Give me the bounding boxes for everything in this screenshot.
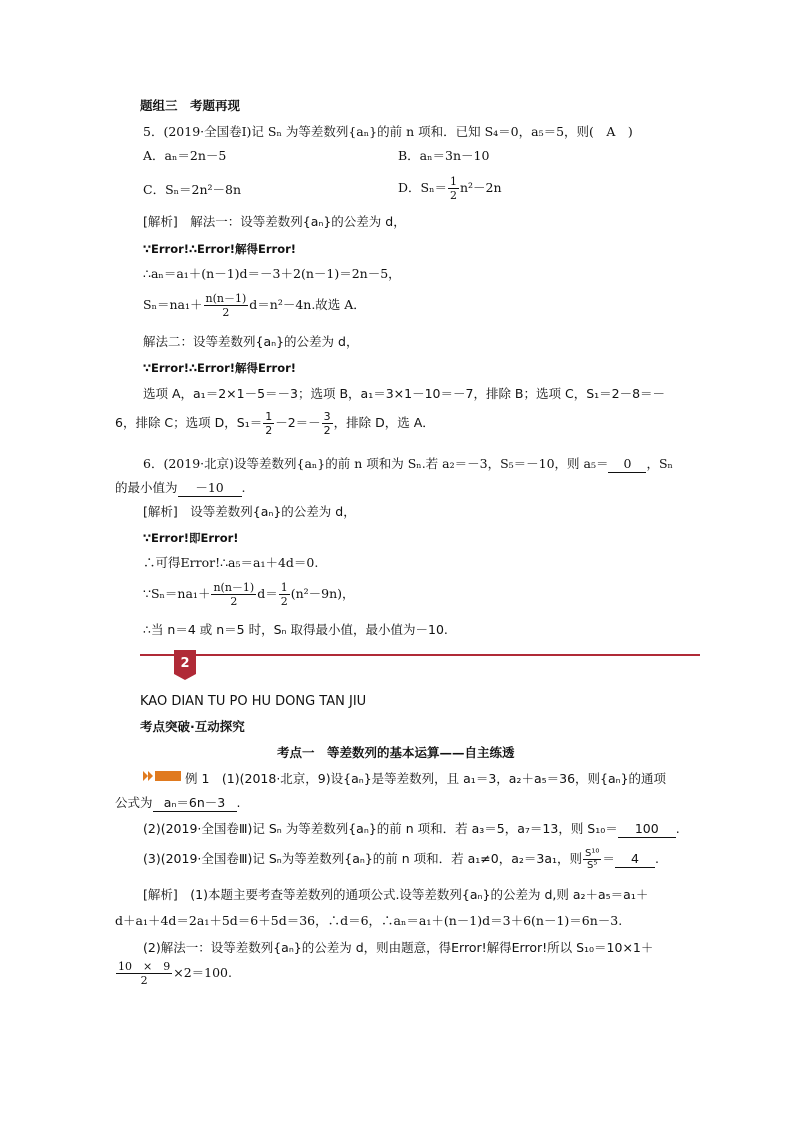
solution-line: (2)解法一：设等差数列{aₙ}的公差为 d，则由题意，得Error!解得Error!所以 S₁₀＝10×1＋ [143, 940, 654, 955]
solution-line: d＋a₁＋4d＝2a₁＋5d＝6＋5d＝36，∴d＝6，∴aₙ＝a₁＋(n－1)d＝3＋6(n－1)＝6n－3. [115, 913, 623, 928]
analysis-label: [解析] 解法一：设等差数列{aₙ}的公差为 d， [143, 214, 406, 229]
analysis-label: [解析] (1)本题主要考查等差数列的通项公式.设等差数列{aₙ}的公差为 d,则 a₂＋a₅＝a₁＋ [143, 887, 649, 902]
option-d: D．Sₙ＝ $\frac{1}{2}$ n²－2n [398, 175, 502, 202]
chinese-heading: 考点突破·互动探究 [140, 719, 245, 734]
answer-blank: 4 [615, 851, 655, 868]
answer-blank: aₙ＝6n－3 [153, 795, 237, 812]
solution-line: ∴当 n＝4 或 n＝5 时，Sₙ 取得最小值，最小值为－10. [143, 622, 448, 637]
solution-line: Sₙ＝na₁＋ $\frac{n(n-1)}{2}$ d＝n²－4n.故选 A． [143, 292, 366, 319]
example-tag-icon [143, 770, 181, 782]
solution-line: 解法二：设等差数列{aₙ}的公差为 d， [143, 334, 359, 349]
section-divider [140, 654, 700, 656]
example-1-part-2: (2)(2019·全国卷Ⅲ)记 Sₙ 为等差数列{aₙ}的前 n 项和．若 a₃＝5，a₇＝13，则 S₁₀＝ 100 . [143, 821, 680, 836]
error-line: ∵Error!∴Error!解得Error! [143, 242, 297, 256]
option-c: C．Sₙ＝2n²－8n [143, 182, 242, 197]
analysis-label: [解析] 设等差数列{aₙ}的公差为 d， [143, 504, 356, 519]
solution-line: 选项 A，a₁＝2×1－5＝－3；选项 B，a₁＝3×1－10＝－7，排除 B；选项 C，S₁＝2－8＝－ [143, 386, 666, 401]
option-a: A．aₙ＝2n－5 [143, 148, 227, 163]
badge-number: 2 [180, 656, 190, 671]
solution-line: ∴可得Error!∴a₅＝a₁＋4d＝0. [143, 555, 319, 570]
answer-blank: 100 [618, 821, 676, 838]
solution-line: $\frac{10 \times 9}{2}$ ×2＝100. [118, 960, 232, 987]
problem-5-stem: 5．(2019·全国卷Ⅰ)记 Sₙ 为等差数列{aₙ}的前 n 项和．已知 S₄＝0，a₅＝5，则( A ) [143, 124, 633, 139]
answer-blank: 0 [608, 456, 646, 473]
problem-6-stem: 的最小值为 －10 . [115, 480, 246, 495]
example-1-part-3: (3)(2019·全国卷Ⅲ)记 Sₙ为等差数列{aₙ}的前 n 项和．若 a₁≠0，a₂＝3a₁，则 $\frac{\text{S¹⁰}}{\text{S⁵}}$ ＝ 4 . [143, 848, 659, 871]
solution-line: ∵Sₙ＝na₁＋ $\frac{n(n-1)}{2}$ d＝ $\frac{1}{2}$ (n²－9n)， [143, 581, 355, 608]
solution-line: ∴aₙ＝a₁＋(n－1)d＝－3＋2(n－1)＝2n－5， [143, 266, 401, 281]
section-heading: 题组三 考题再现 [140, 98, 241, 113]
answer-blank: －10 [178, 480, 242, 497]
section-badge [174, 650, 196, 680]
problem-6-stem: 6．(2019·北京)设等差数列{aₙ}的前 n 项和为 Sₙ.若 a₂＝－3，S₅＝－10，则 a₅＝ 0 ，Sₙ [143, 456, 673, 471]
topic-heading: 考点一 等差数列的基本运算——自主练透 [277, 745, 515, 760]
solution-line: 6，排除 C；选项 D，S₁＝ $\frac{1}{2}$ －2＝－ $\frac{3}{2}$ ，排除 D，选 A． [115, 410, 435, 437]
example-1-part-1: 公式为 aₙ＝6n－3 . [115, 795, 241, 810]
pinyin-heading: KAO DIAN TU PO HU DONG TAN JIU [140, 694, 367, 709]
example-1-part-1: 例 1 (1)(2018·北京，9)设{aₙ}是等差数列，且 a₁＝3，a₂＋a₅＝36，则{aₙ}的通项 [185, 771, 667, 786]
option-b: B．aₙ＝3n－10 [398, 148, 490, 163]
error-line: ∵Error!∴Error!解得Error! [143, 361, 297, 375]
error-line: ∵Error!即Error! [143, 531, 239, 545]
